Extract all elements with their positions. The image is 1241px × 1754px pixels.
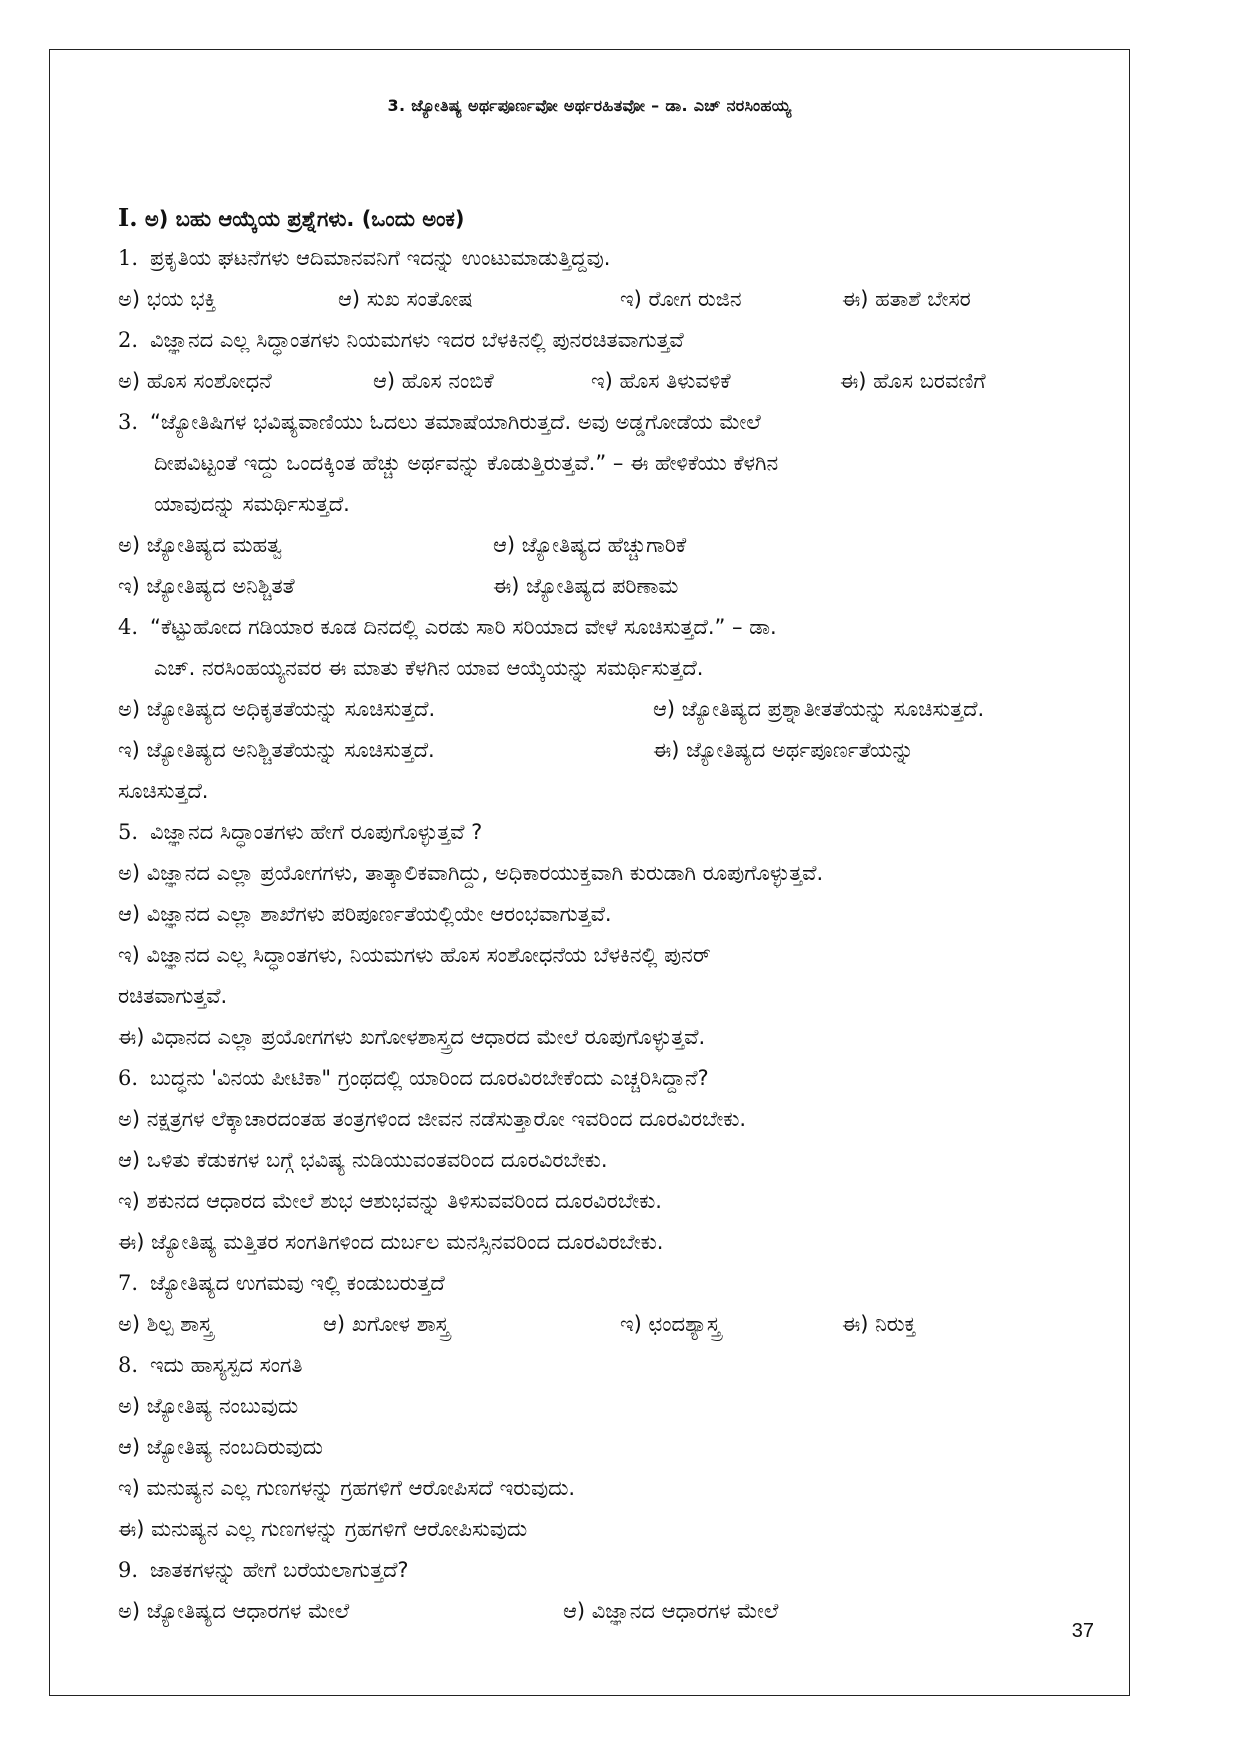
options-row [118, 1591, 1118, 1632]
option-a: ಅ) ನಕ್ಷತ್ರಗಳ ಲೆಕ್ಕಾಚಾರದಂತಹ ತಂತ್ರಗಳಿಂದ ಜೀವನ ನಡೆಸುತ್ತಾರೋ ಇವರಿಂದ ದೂರವಿರಬೇಕು. [118, 1107, 747, 1131]
options-row [118, 1304, 1118, 1345]
option-c: ಇ) ಜ್ಯೋತಿಷ್ಯದ ಅನಿಶ್ಚಿತತೆಯನ್ನು ಸೂಚಿಸುತ್ತದೆ. [118, 738, 435, 762]
question-text: ಜ್ಯೋತಿಷ್ಯದ ಉಗಮವು ಇಲ್ಲಿ ಕಂಡುಬರುತ್ತದೆ [150, 1271, 445, 1295]
option-d: ಈ) ಹತಾಶೆ ಬೇಸರ [842, 287, 971, 311]
question-4 [118, 607, 1118, 648]
option-a: ಅ) ಜ್ಯೋತಿಷ್ಯದ ಮಹತ್ವ [118, 533, 282, 557]
option-c: ಇ) ವಿಜ್ಞಾನದ ಎಲ್ಲ ಸಿದ್ಧಾಂತಗಳು, ನಿಯಮಗಳು ಹೊಸ ಸಂಶೋಧನೆಯ ಬೆಳಕಿನಲ್ಲಿ ಪುನರ್ [118, 943, 711, 967]
question-number: 8. [118, 1353, 139, 1377]
option-a: ಅ) ಶಿಲ್ಪ ಶಾಸ್ತ್ರ [118, 1312, 213, 1336]
option-b: ಆ) ವಿಜ್ಞಾನದ ಎಲ್ಲಾ ಶಾಖೆಗಳು ಪರಿಪೂರ್ಣತೆಯಲ್ಲಿಯೇ ಆರಂಭವಾಗುತ್ತವೆ. [118, 902, 612, 926]
option-continued: ಸೂಚಿಸುತ್ತದೆ. [118, 779, 209, 803]
option-d: ಈ) ವಿಧಾನದ ಎಲ್ಲಾ ಪ್ರಯೋಗಗಳು ಖಗೋಳಶಾಸ್ತ್ರದ ಆಧಾರದ ಮೇಲೆ ರೂಪುಗೊಳ್ಳುತ್ತವೆ. [118, 1025, 706, 1049]
question-3 [118, 402, 1118, 443]
option-c: ಇ) ಶಕುನದ ಆಧಾರದ ಮೇಲೆ ಶುಭ ಆಶುಭವನ್ನು ತಿಳಿಸುವವರಿಂದ ದೂರವಿರಬೇಕು. [118, 1189, 662, 1213]
option-b: ಆ) ಜ್ಯೋತಿಷ್ಯದ ಹೆಚ್ಚುಗಾರಿಕೆ [493, 533, 687, 557]
section-number: I. [118, 203, 138, 232]
option-d: ಈ) ಮನುಷ್ಯನ ಎಲ್ಲ ಗುಣಗಳನ್ನು ಗ್ರಹಗಳಿಗೆ ಆರೋಪಿಸುವುದು [118, 1517, 528, 1541]
option-c: ಇ) ರೋಗ ರುಜಿನ [620, 287, 742, 311]
option-a: ಅ) ಜ್ಯೋತಿಷ್ಯದ ಅಧಿಕೃತತೆಯನ್ನು ಸೂಚಿಸುತ್ತದೆ. [118, 697, 436, 721]
option-c: ಇ) ಹೊಸ ತಿಳುವಳಿಕೆ [591, 369, 731, 393]
question-number: 6. [118, 1066, 139, 1090]
option-a: ಅ) ಜ್ಯೋತಿಷ್ಯದ ಆಧಾರಗಳ ಮೇಲೆ [118, 1599, 350, 1623]
option-d: ಈ) ಜ್ಯೋತಿಷ್ಯದ ಅರ್ಥಪೂರ್ಣತೆಯನ್ನು [653, 738, 914, 762]
question-text: ವಿಜ್ಞಾನದ ಎಲ್ಲ ಸಿದ್ಧಾಂತಗಳು ನಿಯಮಗಳು ಇದರ ಬೆಳಕಿನಲ್ಲಿ ಪುನರಚಿತವಾಗುತ್ತವೆ [150, 328, 684, 352]
option-c: ಇ) ಜ್ಯೋತಿಷ್ಯದ ಅನಿಶ್ಚಿತತೆ [118, 574, 295, 598]
option-d: ಈ) ನಿರುಕ್ತ [842, 1312, 916, 1336]
options-row [118, 525, 1118, 566]
option-a: ಅ) ಹೊಸ ಸಂಶೋಧನೆ [118, 369, 272, 393]
option-b: ಆ) ಖಗೋಳ ಶಾಸ್ತ್ರ [323, 1312, 450, 1336]
question-text-continued: ಯಾವುದನ್ನು ಸಮರ್ಥಿಸುತ್ತದೆ. [154, 492, 350, 516]
question-text: “ಕೆಟ್ಟುಹೋದ ಗಡಿಯಾರ ಕೂಡ ದಿನದಲ್ಲಿ ಎರಡು ಸಾರಿ ಸರಿಯಾದ ವೇಳೆ ಸೂಚಿಸುತ್ತದೆ.” – ಡಾ. [150, 615, 777, 639]
question-2 [118, 320, 1118, 361]
page-number: 37 [1071, 1620, 1094, 1642]
question-number: 4. [118, 615, 139, 639]
question-6 [118, 1058, 1118, 1099]
option-d: ಈ) ಜ್ಯೋತಿಷ್ಯ ಮತ್ತಿತರ ಸಂಗತಿಗಳಿಂದ ದುರ್ಬಲ ಮನಸ್ಸಿನವರಿಂದ ದೂರವಿರಬೇಕು. [118, 1230, 664, 1254]
question-8 [118, 1345, 1118, 1386]
option-b: ಆ) ಒಳಿತು ಕೆಡುಕಗಳ ಬಗ್ಗೆ ಭವಿಷ್ಯ ನುಡಿಯುವಂತವರಿಂದ ದೂರವಿರಬೇಕು. [118, 1148, 608, 1172]
question-number: 7. [118, 1271, 139, 1295]
option-d: ಈ) ಹೊಸ ಬರವಣಿಗೆ [840, 369, 986, 393]
option-a: ಅ) ಜ್ಯೋತಿಷ್ಯ ನಂಬುವುದು [118, 1394, 299, 1418]
option-c: ಇ) ಮನುಷ್ಯನ ಎಲ್ಲ ಗುಣಗಳನ್ನು ಗ್ರಹಗಳಿಗೆ ಆರೋಪಿಸದೆ ಇರುವುದು. [118, 1476, 576, 1500]
question-text: ಇದು ಹಾಸ್ಯಸ್ಪದ ಸಂಗತಿ [150, 1353, 303, 1377]
question-text: “ಜ್ಯೋತಿಷಿಗಳ ಭವಿಷ್ಯವಾಣಿಯು ಓದಲು ತಮಾಷೆಯಾಗಿರುತ್ತದೆ. ಅವು ಅಡ್ಡಗೋಡೆಯ ಮೇಲೆ [150, 410, 761, 434]
options-row [118, 689, 1118, 730]
question-number: 2. [118, 328, 139, 352]
option-b: ಆ) ವಿಜ್ಞಾನದ ಆಧಾರಗಳ ಮೇಲೆ [563, 1599, 779, 1623]
option-a: ಅ) ಭಯ ಭಕ್ತಿ [118, 287, 217, 311]
option-b: ಆ) ಸುಖ ಸಂತೋಷ [338, 287, 473, 311]
question-list [118, 197, 1118, 1632]
question-7 [118, 1263, 1118, 1304]
section-heading [118, 197, 1118, 238]
options-row [118, 566, 1118, 607]
question-1 [118, 238, 1118, 279]
question-text: ಪ್ರಕೃತಿಯ ಘಟನೆಗಳು ಆದಿಮಾನವನಿಗೆ ಇದನ್ನು ಉಂಟುಮಾಡುತ್ತಿದ್ದವು. [150, 246, 611, 270]
options-row [118, 361, 1118, 402]
question-5 [118, 812, 1118, 853]
option-continued: ರಚಿತವಾಗುತ್ತವೆ. [118, 984, 228, 1008]
question-text: ಬುದ್ಧನು 'ವಿನಯ ಪೀಟಿಕಾ" ಗ್ರಂಥದಲ್ಲಿ ಯಾರಿಂದ ದೂರವಿರಬೇಕೆಂದು ಎಚ್ಚರಿಸಿದ್ದಾನೆ? [150, 1066, 709, 1090]
option-d: ಈ) ಜ್ಯೋತಿಷ್ಯದ ಪರಿಣಾಮ [493, 574, 679, 598]
option-b: ಆ) ಹೊಸ ನಂಬಿಕೆ [373, 369, 494, 393]
option-b: ಆ) ಜ್ಯೋತಿಷ್ಯ ನಂಬದಿರುವುದು [118, 1435, 323, 1459]
question-number: 5. [118, 820, 139, 844]
options-row [118, 279, 1118, 320]
question-text-continued: ದೀಪವಿಟ್ಟಂತೆ ಇದ್ದು ಒಂದಕ್ಕಿಂತ ಹೆಚ್ಚು ಅರ್ಥವನ್ನು ಕೊಡುತ್ತಿರುತ್ತವೆ.” – ಈ ಹೇಳಿಕೆಯು ಕೆಳಗಿನ [154, 451, 779, 475]
options-row [118, 730, 1118, 771]
option-a: ಅ) ವಿಜ್ಞಾನದ ಎಲ್ಲಾ ಪ್ರಯೋಗಗಳು, ತಾತ್ಕಾಲಿಕವಾಗಿದ್ದು, ಅಧಿಕಾರಯುಕ್ತವಾಗಿ ಕುರುಡಾಗಿ ರೂಪುಗೊಳ್ಳುತ್ತವೆ. [118, 861, 824, 885]
question-9 [118, 1550, 1118, 1591]
question-number: 1. [118, 246, 139, 270]
question-text-continued: ಎಚ್. ನರಸಿಂಹಯ್ಯನವರ ಈ ಮಾತು ಕೆಳಗಿನ ಯಾವ ಆಯ್ಕೆಯನ್ನು ಸಮರ್ಥಿಸುತ್ತದೆ. [154, 656, 704, 680]
option-b: ಆ) ಜ್ಯೋತಿಷ್ಯದ ಪ್ರಶ್ನಾತೀತತೆಯನ್ನು ಸೂಚಿಸುತ್ತದೆ. [653, 697, 985, 721]
question-text: ಜಾತಕಗಳನ್ನು ಹೇಗೆ ಬರೆಯಲಾಗುತ್ತದೆ? [150, 1558, 409, 1582]
question-text: ವಿಜ್ಞಾನದ ಸಿದ್ಧಾಂತಗಳು ಹೇಗೆ ರೂಪುಗೊಳ್ಳುತ್ತವೆ ? [150, 820, 483, 844]
question-number: 9. [118, 1558, 139, 1582]
section-text: ಅ) ಬಹು ಆಯ್ಕೆಯ ಪ್ರಶ್ನೆಗಳು. (ಒಂದು ಅಂಕ) [144, 207, 465, 231]
option-c: ಇ) ಛಂದಶ್ಯಾಸ್ತ್ರ [620, 1312, 721, 1336]
question-number: 3. [118, 410, 139, 434]
chapter-title: 3. ಜ್ಯೋತಿಷ್ಯ ಅರ್ಥಪೂರ್ಣವೋ ಅರ್ಥರಹಿತವೋ – ಡಾ. ಎಚ್ ನರಸಿಂಹಯ್ಯ [387, 96, 792, 115]
